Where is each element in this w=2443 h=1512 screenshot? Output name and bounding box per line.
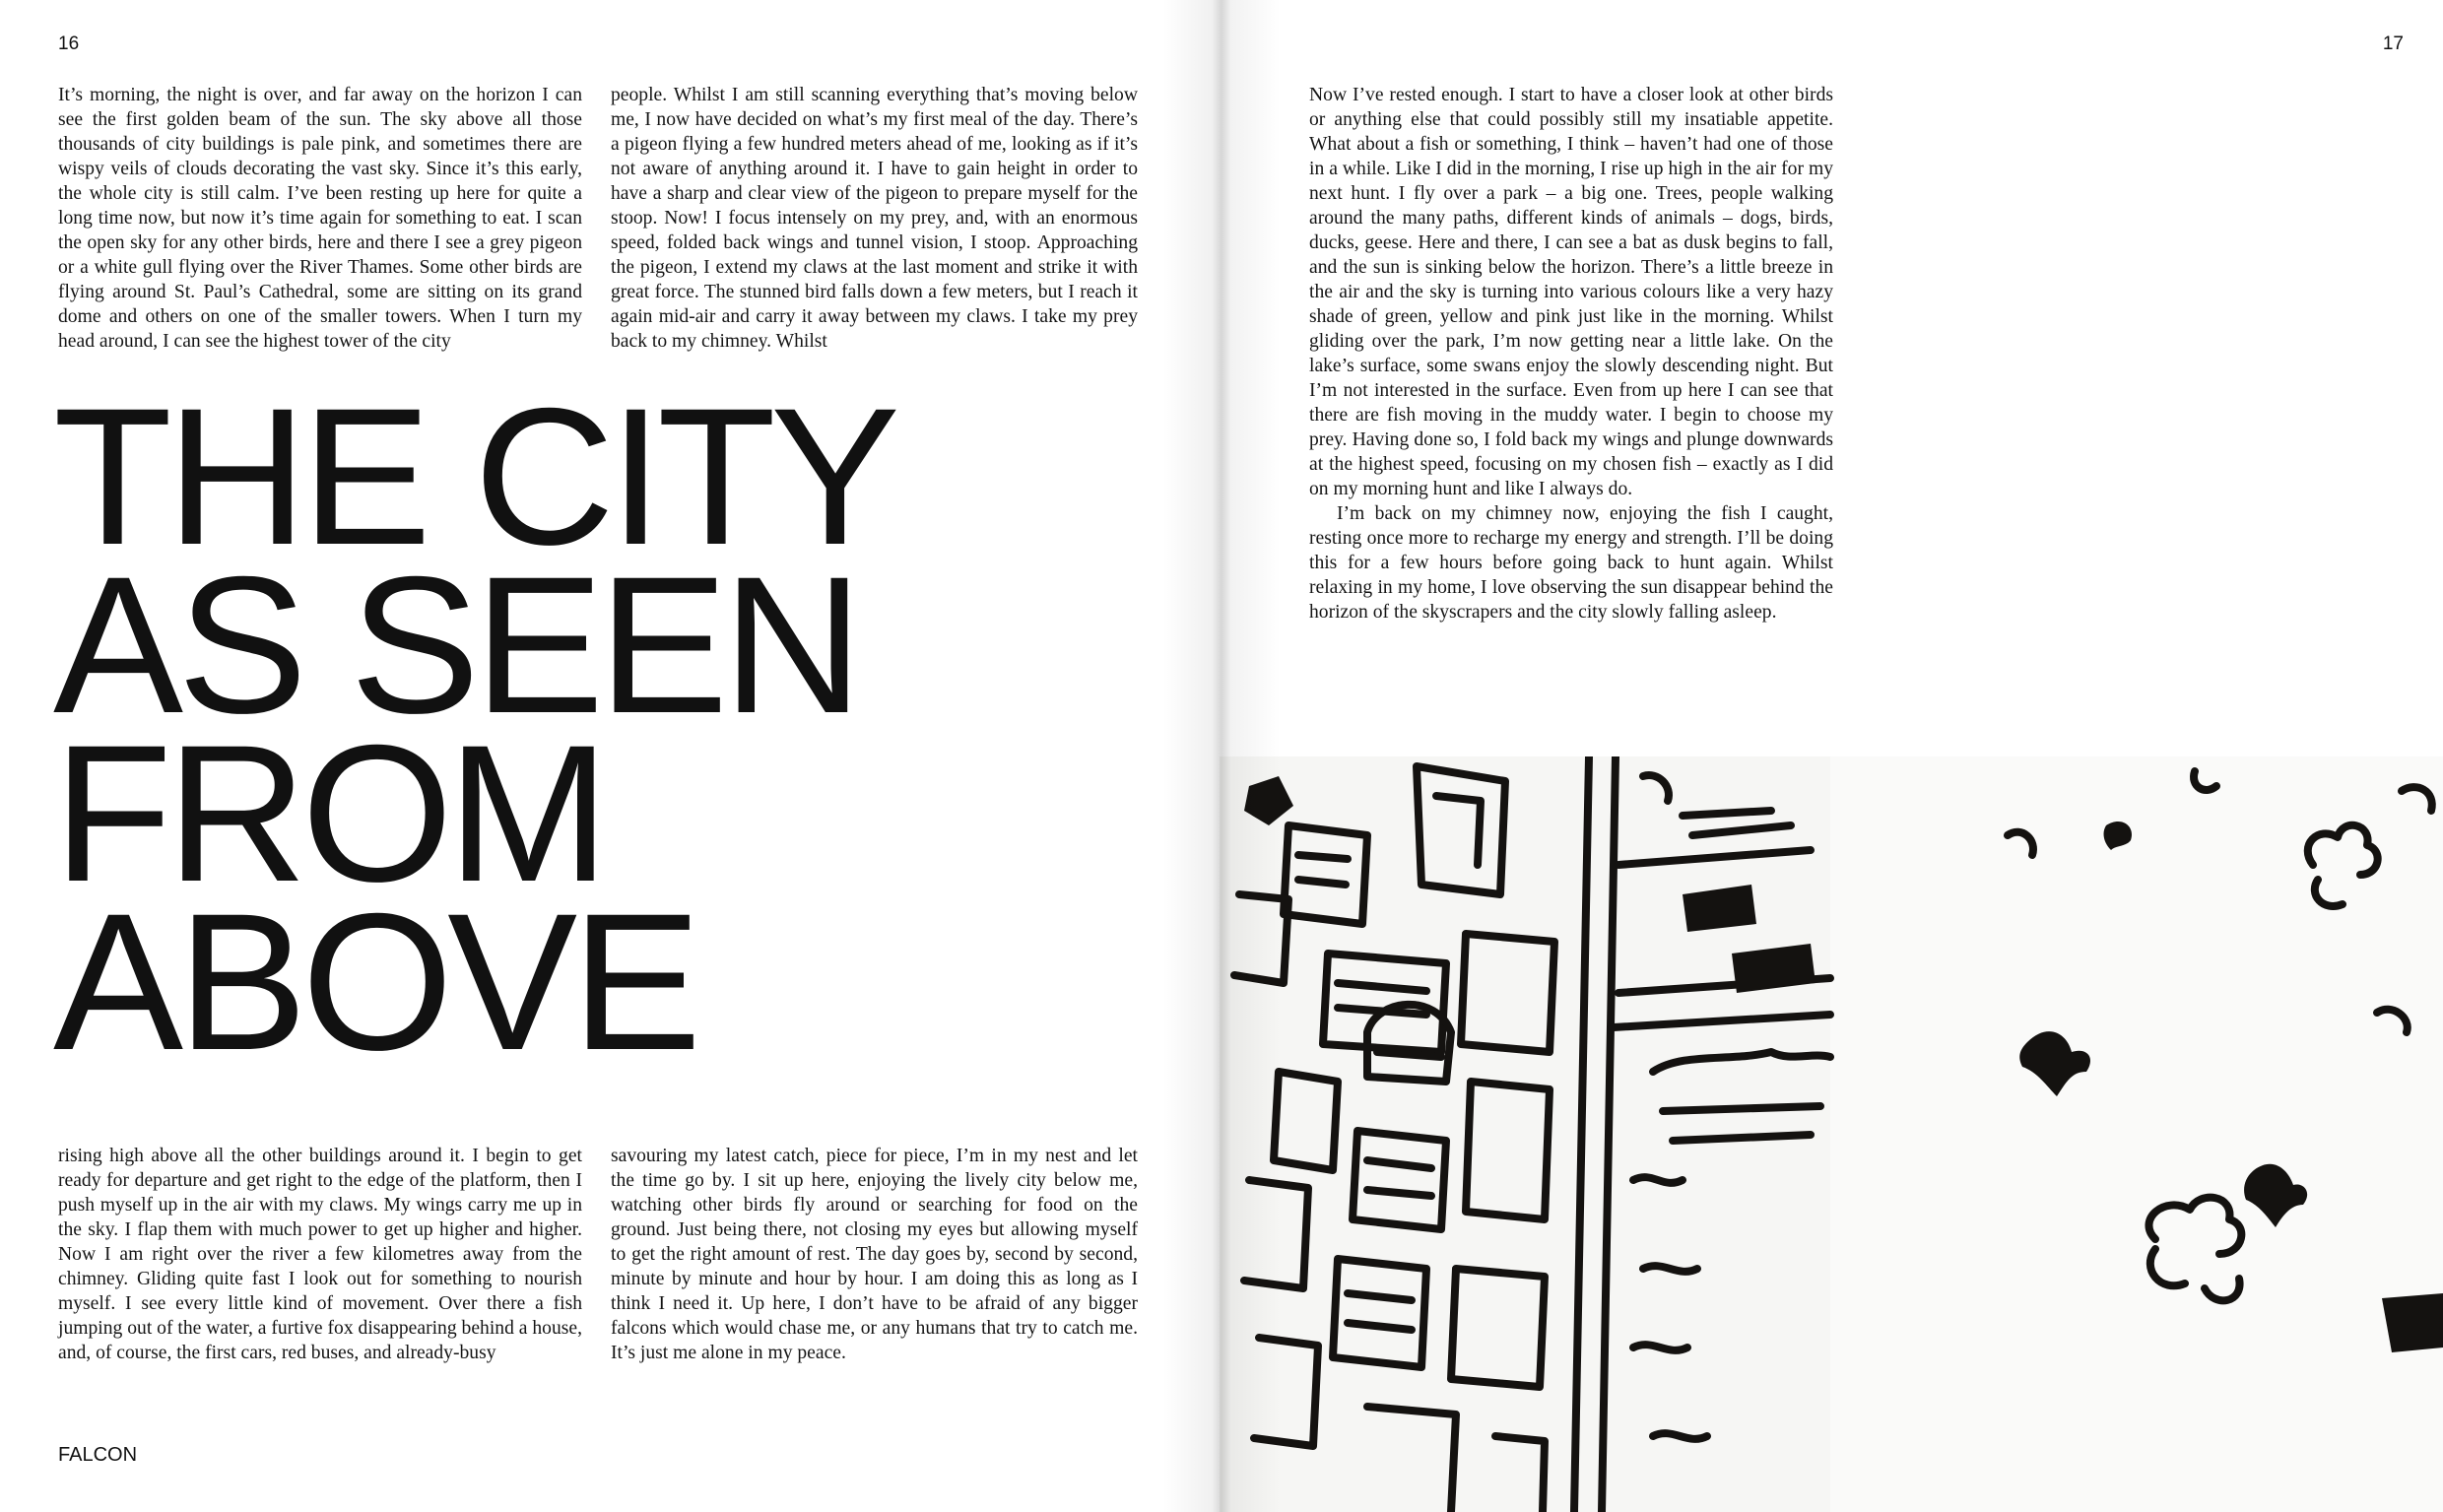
left-page [0, 0, 1220, 1512]
top-text-column-1 [58, 83, 582, 354]
magazine-footer: FALCON [58, 1444, 138, 1466]
city-map-illustration [1220, 756, 2443, 1512]
paragraph: Now I’ve rested enough. I start to have a closer look at other birds or anything else that could possibly still my insatiable appetite. What about a fish or something, I think – haven’t had one of those in a while. Like I did in the morning, I rise up high in the air for my next hunt. I fly over a park – a big one. Trees, people walking around the many paths, different kinds of animals – dogs, birds, ducks, geese. Here and there, I can see a bat as dusk begins to fall, and the sun is sinking below the horizon. There’s a little breeze in the air and the sky is turning into various colours like a very hazy shade of green, yellow and pink just like in the morning. Whilst gliding over the park, I’m now getting near a little lake. On the lake’s surface, some swans enjoy the slowly descending night. But I’m not interested in the surface. Even from up here I can see that there are fish moving in the muddy water. I begin to choose my prey. Having done so, I fold back my wings and plunge downwards at the highest speed, focusing on my chosen fish – exactly as I did on my morning hunt and like I always do. [1309, 85, 1833, 499]
title-line: ABOVE [53, 873, 696, 1090]
paragraph: people. Whilst I am still scanning everything that’s moving below me, I now have decided on what’s my first meal of the day. There’s a pigeon flying a few hundred meters ahead of me, looking as if it’s not aware of anything around it. I have to gain height in order to have a sharp and clear view of the pigeon to prepare myself for the stoop. Now! I focus intensely on my prey, and, with an enormous speed, folded back wings and tunnel vision, I stoop. Approaching the pigeon, I extend my claws at the last moment and strike it with great force. The stunned bird falls down a few meters, but I reach it again mid-air and carry it away between my claws. I take my prey back to my chimney. Whilst [611, 85, 1138, 352]
page-number-left: 16 [58, 33, 80, 54]
right-page [1220, 0, 2443, 1512]
top-text-column-2 [611, 83, 1138, 354]
paragraph: It’s morning, the night is over, and far away on the horizon I can see the first golden beam of the sun. The sky above all those thousands of city buildings is pale pink, and sometimes there are wispy veils of clouds decorating the vast sky. Since it’s this early, the whole city is still calm. I’ve been resting up here for quite a long time now, but now it’s time again for something to eat. I scan the open sky for any other birds, here and there I see a grey pigeon or a white gull flying over the River Thames. Some other birds are flying around St. Paul’s Cathedral, some are sitting on its grand dome and others on one of the smaller towers. When I turn my head around, I can see the highest tower of the city [58, 85, 582, 352]
paragraph: rising high above all the other buildings around it. I begin to get ready for departure and get right to the edge of the platform, then I push myself up in the air with my claws. My wings carry me up in the sky. I flap them with much power to get up higher and higher. Now I am right over the river a few kilometres away from the chimney. Gliding quite fast I look out for something to nourish myself. I see every little kind of movement. Over there a fish jumping out of the water, a furtive fox disappearing behind a house, and, of course, the first cars, red buses, and already-busy [58, 1146, 582, 1363]
article-title [53, 367, 1137, 1090]
bottom-text-column-1 [58, 1144, 582, 1365]
title-line: AS SEEN [53, 536, 858, 754]
bottom-text-column-2 [611, 1144, 1138, 1365]
paragraph: I’m back on my chimney now, enjoying the fish I caught, resting once more to recharge my energy and strength. I’ll be doing this for a few hours before going back to hunt again. Whilst relaxing in my home, I love observing the sun disappear behind the horizon of the skyscrapers and the city slowly falling asleep. [1309, 503, 1833, 623]
right-text-column [1309, 83, 1833, 625]
title-line: FROM [53, 704, 604, 922]
paragraph: savouring my latest catch, piece for piece, I’m in my nest and let the time go by. I sit up here, enjoying the lively city below me, watching other birds fly around or searching for food on the ground. Just being there, not closing my eyes but allowing myself to get the right amount of rest. The day goes by, second by second, minute by minute and hour by hour. I am doing this as long as I think I need it. Up here, I don’t have to be afraid of any bigger falcons which would chase me, or any humans that try to catch me. It’s just me alone in my peace. [611, 1146, 1138, 1363]
title-line: THE CITY [53, 367, 895, 585]
page-number-right: 17 [2382, 33, 2404, 54]
